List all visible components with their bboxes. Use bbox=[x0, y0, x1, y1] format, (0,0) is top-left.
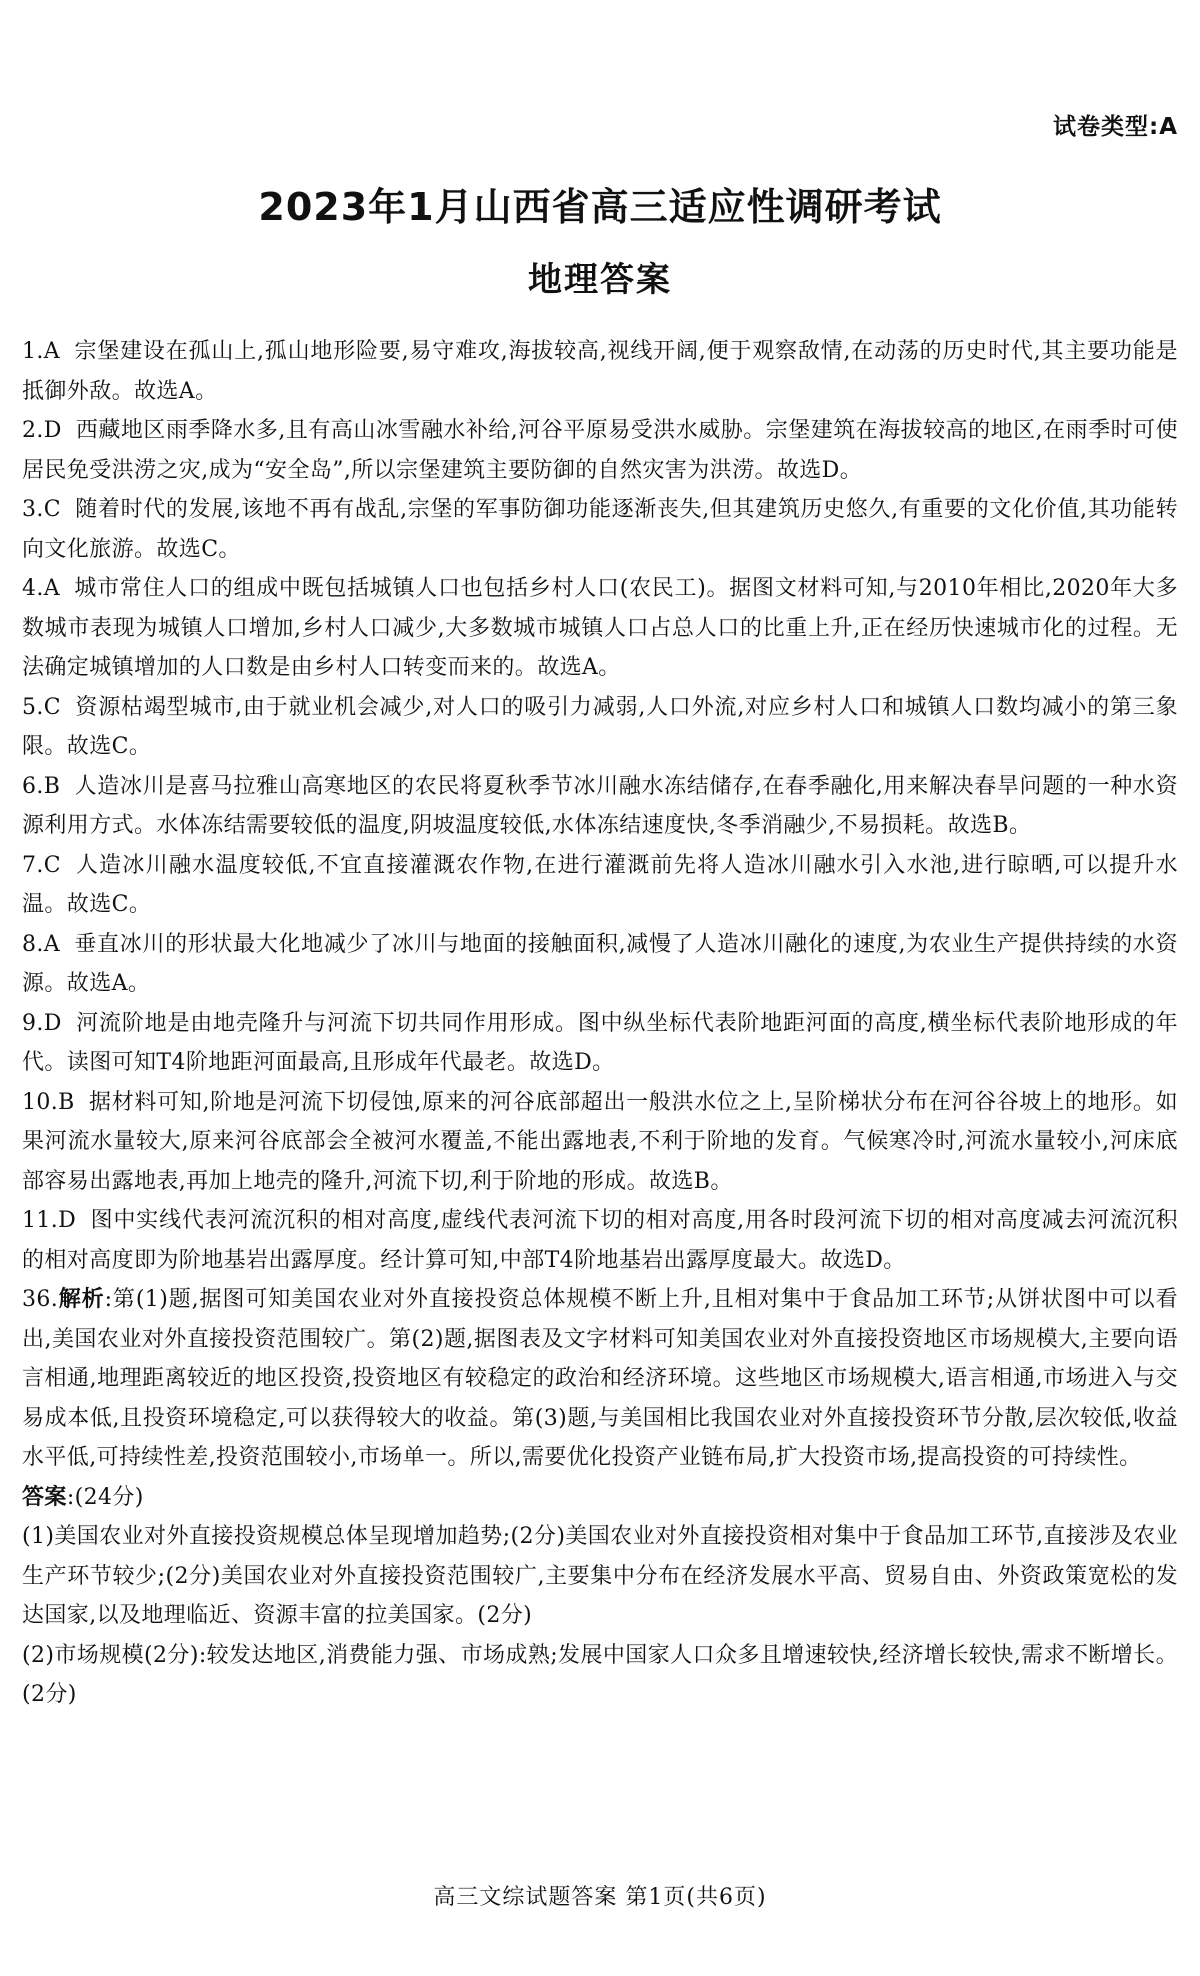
exam-type-label: 试卷类型:A bbox=[1053, 114, 1178, 140]
answer-item bbox=[22, 1083, 1178, 1202]
answer-text: 人造冰川是喜马拉雅山高寒地区的农民将夏秋季节冰川融水冻结储存,在春季融化,用来解决春旱问题的一种水资源利用方式。水体冻结需要较低的温度,阴坡温度较低,水体冻结速度快,冬季消融少,不易损耗。故选B。 bbox=[22, 773, 1178, 838]
answer-item bbox=[22, 411, 1178, 490]
answer-item bbox=[22, 1004, 1178, 1083]
answer-text: 河流阶地是由地壳隆升与河流下切共同作用形成。图中纵坐标代表阶地距河面的高度,横坐标代表阶地形成的年代。读图可知T4阶地距河面最高,且形成年代最老。故选D。 bbox=[22, 1010, 1178, 1075]
answer-text: 垂直冰川的形状最大化地减少了冰川与地面的接触面积,减慢了人造冰川融化的速度,为农业生产提供持续的水资源。故选A。 bbox=[22, 931, 1178, 996]
answer-number: 2.D bbox=[22, 418, 62, 443]
answer-text: 图中实线代表河流沉积的相对高度,虚线代表河流下切的相对高度,用各时段河流下切的相对高度减去河流沉积的相对高度即为阶地基岩出露厚度。经计算可知,中部T4阶地基岩出露厚度最大。故选D。 bbox=[22, 1208, 1178, 1273]
answer-text: 人造冰川融水温度较低,不宜直接灌溉农作物,在进行灌溉前先将人造冰川融水引入水池,进行晾晒,可以提升水温。故选C。 bbox=[22, 852, 1178, 917]
q36-analysis-text: :第(1)题,据图可知美国农业对外直接投资总体规模不断上升,且相对集中于食品加工环节;从饼状图中可以看出,美国农业对外直接投资范围较广。第(2)题,据图表及文字材料可知美国农业对外直接投资地区市场规模大,主要向语言相通,地理距离较近的地区投资,投资地区有较稳定的政治和经济环境。这些地区市场规模大,语言相通,市场进入与交易成本低,且投资环境稳定,可以获得较大的收益。第(3)题,与美国相比我国农业对外直接投资环节分散,层次较低,收益水平低,可持续性差,投资范围较小,市场单一。所以,需要优化投资产业链布局,扩大投资市场,提高投资的可持续性。 bbox=[22, 1287, 1178, 1470]
q36-answer-score: :(24分) bbox=[66, 1484, 144, 1510]
answer-number: 5.C bbox=[22, 694, 62, 720]
answers-body bbox=[22, 332, 1178, 1715]
answer-item bbox=[22, 332, 1178, 411]
q36-answer-label: 答案 bbox=[22, 1484, 67, 1510]
q36-number: 36. bbox=[22, 1287, 59, 1312]
q36-answer-heading bbox=[22, 1478, 1178, 1518]
question-36-analysis bbox=[22, 1280, 1178, 1478]
answer-text: 随着时代的发展,该地不再有战乱,宗堡的军事防御功能逐渐丧失,但其建筑历史悠久,有重要的文化价值,其功能转向文化旅游。故选C。 bbox=[22, 497, 1178, 562]
answer-item bbox=[22, 1201, 1178, 1280]
answer-item bbox=[22, 490, 1178, 569]
page-title: 2023年1月山西省高三适应性调研考试 bbox=[258, 185, 942, 229]
answer-item bbox=[22, 569, 1178, 688]
answer-item bbox=[22, 846, 1178, 925]
answer-number: 4.A bbox=[22, 576, 61, 601]
q36-analysis-label: 解析 bbox=[58, 1287, 105, 1312]
answer-number: 11.D bbox=[22, 1208, 77, 1233]
answer-item bbox=[22, 767, 1178, 846]
answer-text: 资源枯竭型城市,由于就业机会减少,对人口的吸引力减弱,人口外流,对应乡村人口和城镇人口数均减小的第三象限。故选C。 bbox=[22, 694, 1178, 759]
answer-number: 7.C bbox=[22, 852, 62, 878]
answer-text: 西藏地区雨季降水多,且有高山冰雪融水补给,河谷平原易受洪水威胁。宗堡建筑在海拔较高的地区,在雨季时可使居民免受洪涝之灾,成为“安全岛”,所以宗堡建筑主要防御的自然灾害为洪涝。故选D。 bbox=[22, 418, 1178, 483]
q36-answer-part-1: (1)美国农业对外直接投资规模总体呈现增加趋势;(2分)美国农业对外直接投资相对集中于食品加工环节,直接涉及农业生产环节较少;(2分)美国农业对外直接投资范围较广,主要集中分布在经济发展水平高、贸易自由、外资政策宽松的发达国家,以及地理临近、资源丰富的拉美国家。(2分) bbox=[22, 1524, 1178, 1628]
answer-number: 9.D bbox=[22, 1010, 62, 1036]
answer-number: 8.A bbox=[22, 931, 61, 957]
answer-text: 城市常住人口的组成中既包括城镇人口也包括乡村人口(农民工)。据图文材料可知,与2010年相比,2020年大多数城市表现为城镇人口增加,乡村人口减少,大多数城市城镇人口占总人口的比重上升,正在经历快速城市化的过程。无法确定城镇增加的人口数是由乡村人口转变而来的。故选A。 bbox=[22, 576, 1178, 680]
answer-item bbox=[22, 688, 1178, 767]
answer-item bbox=[22, 925, 1178, 1004]
answer-text: 宗堡建设在孤山上,孤山地形险要,易守难攻,海拔较高,视线开阔,便于观察敌情,在动荡的历史时代,其主要功能是抵御外敌。故选A。 bbox=[22, 339, 1178, 404]
answer-number: 6.B bbox=[22, 773, 61, 799]
answer-number: 3.C bbox=[22, 497, 62, 522]
answer-number: 10.B bbox=[22, 1089, 75, 1115]
answer-text: 据材料可知,阶地是河流下切侵蚀,原来的河谷底部超出一般洪水位之上,呈阶梯状分布在河谷谷坡上的地形。如果河流水量较大,原来河谷底部会全被河水覆盖,不能出露地表,不利于阶地的发育。气候寒冷时,河流水量较小,河床底部容易出露地表,再加上地壳的隆升,河流下切,利于阶地的形成。故选B。 bbox=[22, 1089, 1178, 1194]
page-subtitle: 地理答案 bbox=[528, 260, 672, 300]
page-footer: 高三文综试题答案 第1页(共6页) bbox=[433, 1885, 767, 1910]
answer-number: 1.A bbox=[22, 339, 61, 364]
q36-answer-part-2: (2)市场规模(2分):较发达地区,消费能力强、市场成熟;发展中国家人口众多且增速较快,经济增长较快,需求不断增长。(2分) bbox=[22, 1642, 1178, 1707]
